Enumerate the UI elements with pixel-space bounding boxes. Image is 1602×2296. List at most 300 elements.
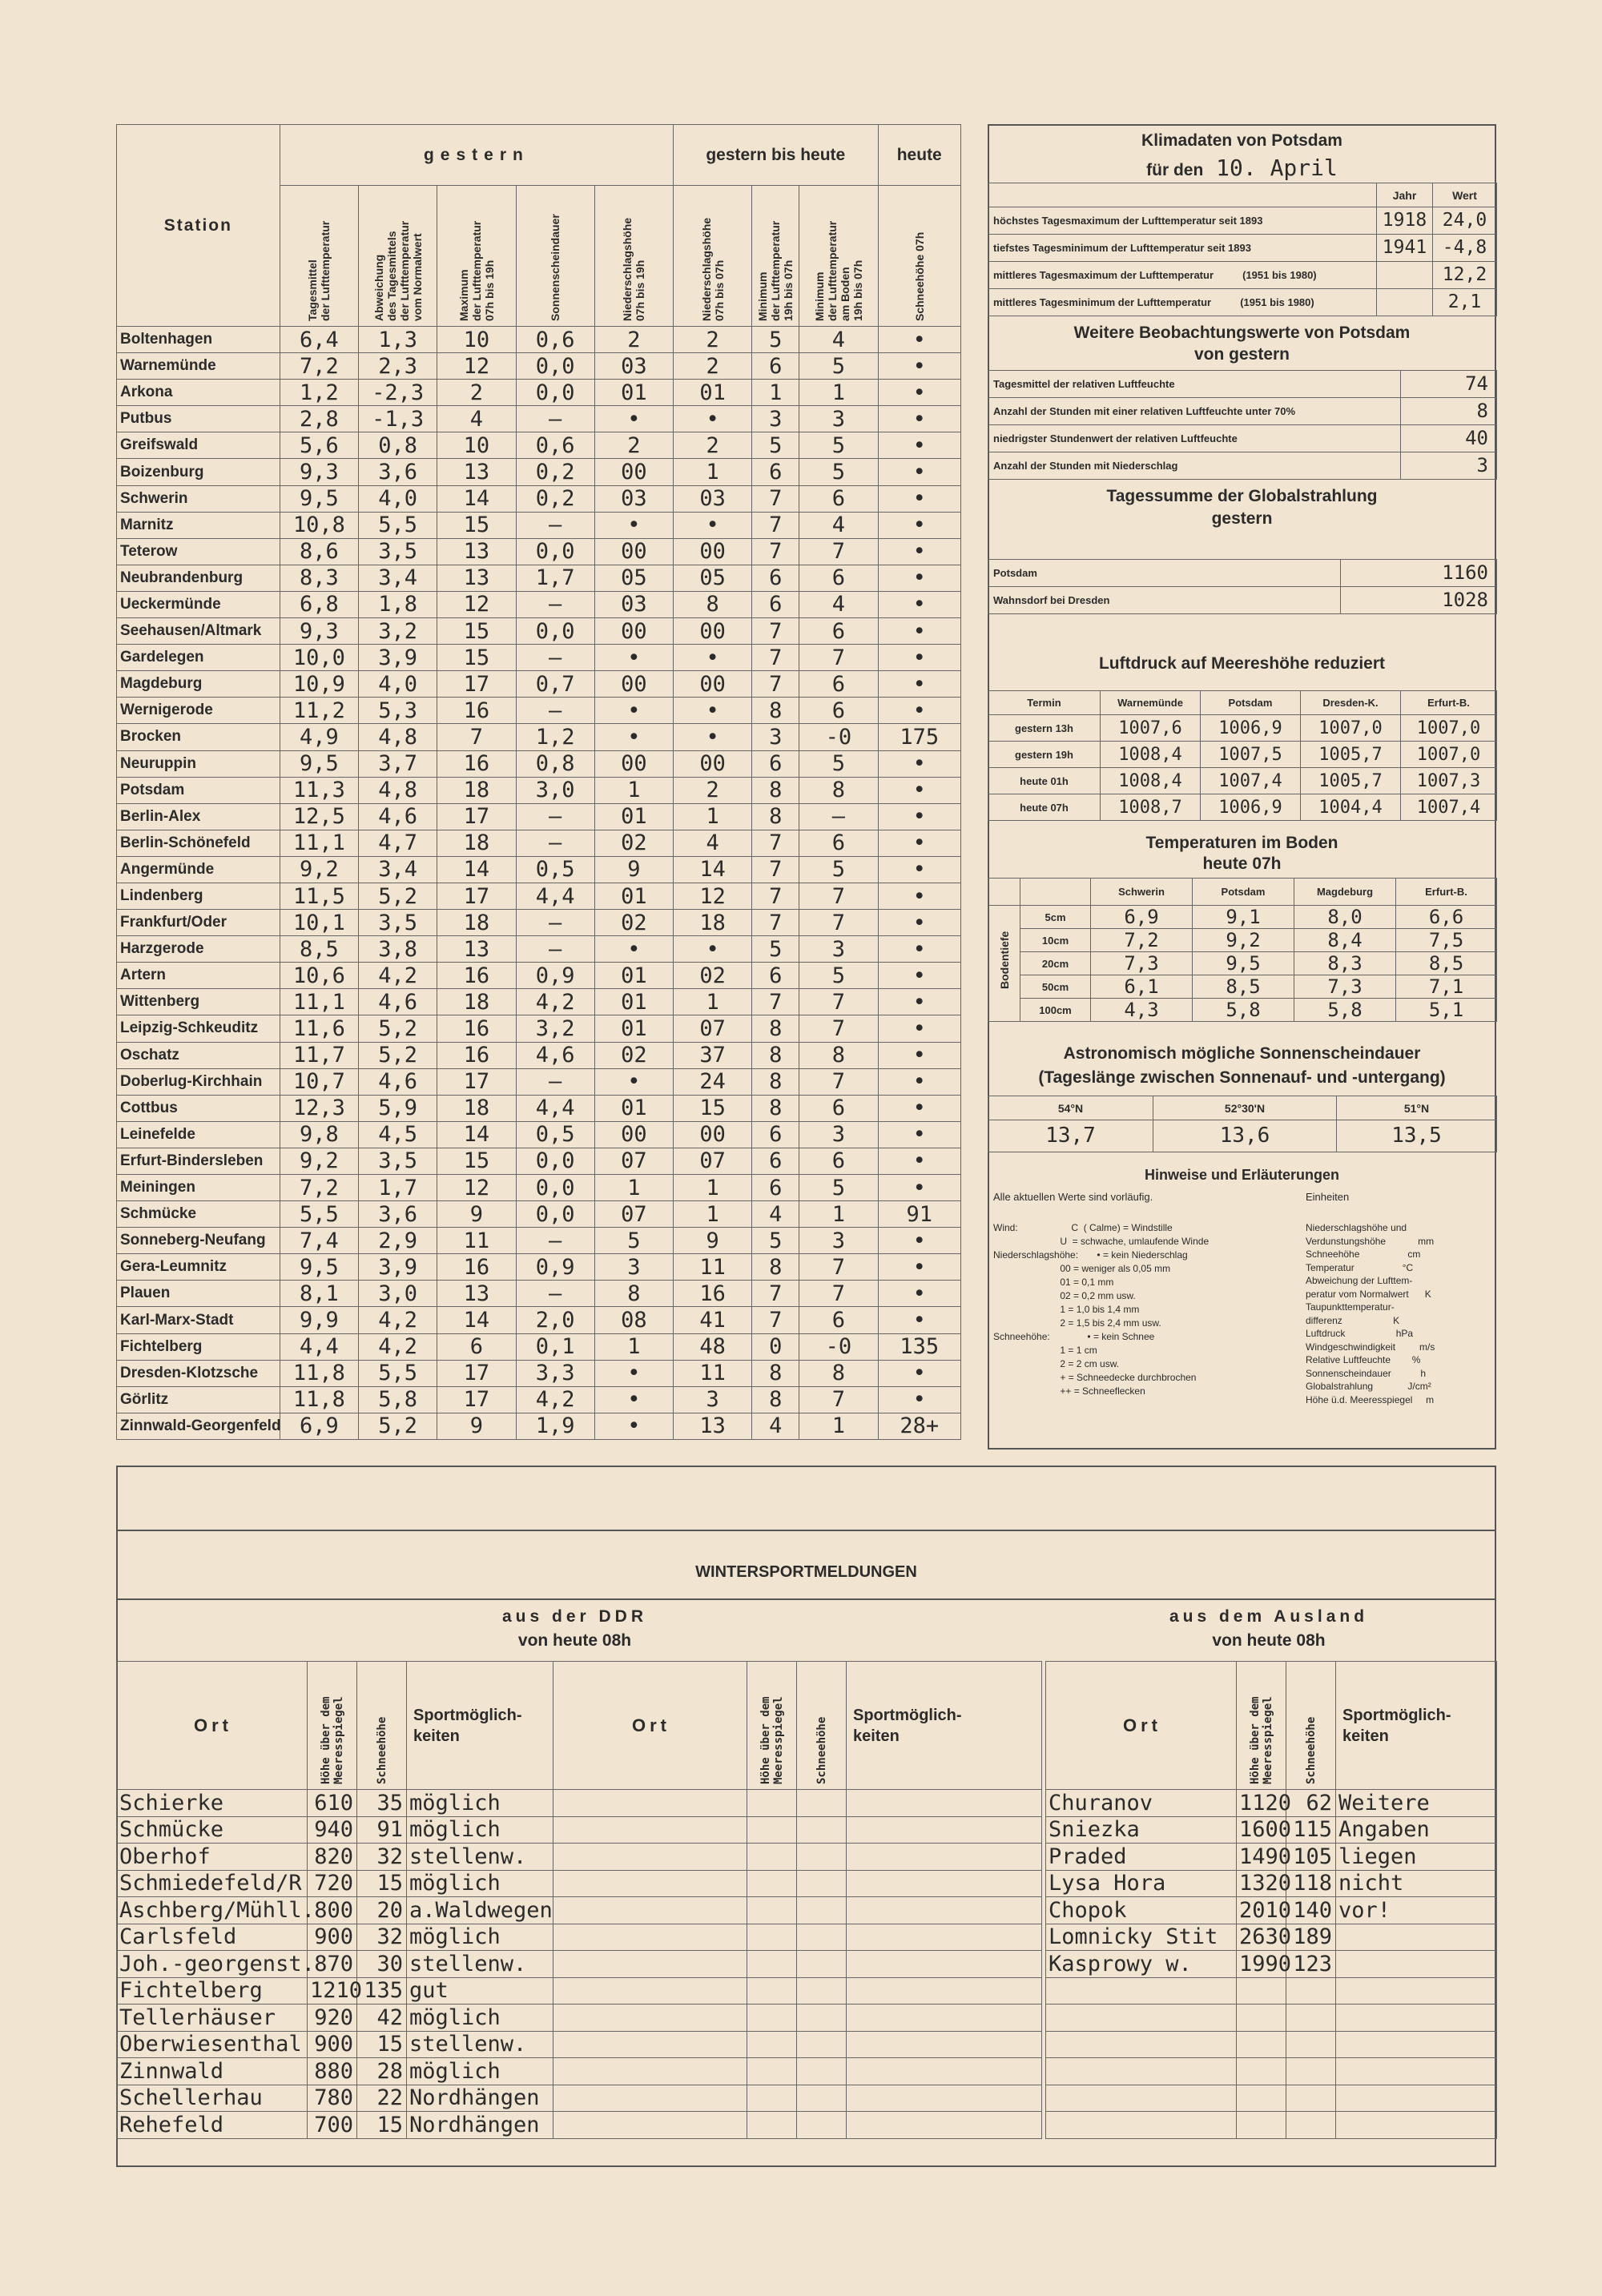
station-value: • [594,1386,673,1413]
ddr-cell: Zinnwald [117,2058,308,2085]
weitere-row [988,425,1497,452]
station-data-table [116,124,961,1440]
station-value: 15 [437,512,516,538]
station-row [117,777,961,803]
station-value: 8 [594,1281,673,1307]
hinweis-line: 02 = 0,2 mm usw. [993,1290,1136,1301]
ddr-empty-cell [847,1951,1042,1978]
station-value: -1,3 [359,406,437,432]
boden-depth: 20cm [1020,952,1091,975]
ddr-row [117,2058,1042,2085]
station-value: 0,0 [516,380,594,406]
station-value: 8 [799,777,878,803]
station-name: Wernigerode [117,698,280,724]
luftdruck-value: 1006,9 [1201,715,1301,742]
station-value: • [674,645,752,671]
station-value: • [878,1360,961,1386]
weitere-row [988,398,1497,425]
station-name: Cottbus [117,1095,280,1121]
station-value: 7 [799,538,878,565]
ddr-cell: 35 [357,1790,407,1817]
station-value: 48 [674,1333,752,1360]
ausland-empty-cell [1336,2031,1497,2058]
ddr-empty-cell [553,1977,747,2004]
boden-value: 7,1 [1396,975,1497,999]
ddr-col-schnee [357,1662,407,1790]
station-value: 17 [437,671,516,698]
station-value: • [878,406,961,432]
luftdruck-header: Potsdam [1201,691,1301,715]
klima-label: mittleres Tagesmaximum der Lufttemperatur (1951 bis 1980) [988,262,1377,289]
station-value: 6 [752,750,799,777]
station-value: 0,8 [516,750,594,777]
col-header-8 [799,186,878,327]
group-gestern-bis-heute: gestern bis heute [674,125,878,186]
station-value: • [878,1068,961,1095]
klima-year [1377,262,1433,289]
station-value: 10,9 [280,671,358,698]
station-value: 7 [799,989,878,1015]
station-value: 3,0 [359,1281,437,1307]
station-value: 7 [752,883,799,909]
global-subtitle: gestern [1211,509,1273,528]
station-value: 7 [752,671,799,698]
weitere-row [988,371,1497,398]
col-header-6 [674,186,752,327]
col-header-3 [437,186,516,327]
weitere-value: 3 [1401,452,1497,480]
station-value: 7 [752,989,799,1015]
ausland-empty-cell [1336,2085,1497,2112]
station-value: 9,5 [280,750,358,777]
station-value: 7,2 [280,353,358,380]
hinweis-line: 2 = 2 cm usw. [993,1358,1120,1369]
station-row [117,1121,961,1148]
station-value: 1,8 [359,591,437,617]
station-row [117,883,961,909]
luftdruck-value: 1007,0 [1401,742,1497,768]
station-value: 10,1 [280,910,358,936]
station-value: 16 [437,1042,516,1068]
ddr-empty-cell [553,1870,747,1897]
station-value: 1 [799,380,878,406]
station-value: – [516,645,594,671]
einheit-line: Windgeschwindigkeit m/s [1306,1341,1435,1353]
ddr-cell: Schmücke [117,1816,308,1844]
station-value: 4,2 [359,963,437,989]
boden-value: 6,6 [1396,906,1497,929]
ddr-cell: Carlsfeld [117,1924,308,1951]
ausland-row [1046,1816,1497,1844]
boden-value: 4,3 [1091,999,1193,1022]
station-value: 6 [752,591,799,617]
boden-value: 8,3 [1294,952,1396,975]
klima-label: tiefstes Tagesminimum der Lufttemperatur seit 1893 [988,235,1377,262]
station-value: 5,6 [280,432,358,459]
hinweis-line: U = schwache, umlaufende Winde [993,1236,1210,1247]
ddr-col-ort: Ort [117,1662,308,1790]
station-value: 6 [799,1307,878,1333]
ddr-empty-cell [553,2031,747,2058]
astro-subtitle: (Tageslänge zwischen Sonnenauf- und -untergang) [1038,1068,1446,1087]
ddr-cell: stellenw. [407,2031,553,2058]
station-name: Brocken [117,724,280,750]
einheit-line: Temperatur °C [1306,1261,1414,1273]
station-value: 0,9 [516,963,594,989]
ddr-empty-cell [797,1844,847,1871]
hinweis-line: Wind: C ( Calme) = Windstille [993,1222,1173,1233]
ausland-empty-cell [1336,2004,1497,2032]
station-value: 10 [437,432,516,459]
ausland-cell: Kasprowy w. [1046,1951,1237,1978]
ddr-cell: Rehefeld [117,2112,308,2139]
station-value: 135 [878,1333,961,1360]
boden-header: Schwerin [1091,879,1193,906]
station-value: 7 [752,618,799,645]
station-value: • [674,724,752,750]
station-value: – [516,406,594,432]
station-value: – [516,698,594,724]
ddr-cell: Schmiedefeld/R [117,1870,308,1897]
ausland-empty-cell [1286,1977,1336,2004]
station-value: 3,4 [359,565,437,591]
station-name: Neuruppin [117,750,280,777]
station-value: • [878,432,961,459]
station-value: • [594,724,673,750]
col-header-5-label: Niederschlagshöhe 07h bis 19h [621,217,647,321]
ausland-empty-cell [1286,2031,1336,2058]
ausland-cell: vor! [1336,1897,1497,1924]
station-value: 6 [799,1148,878,1174]
station-value: 8 [752,803,799,830]
station-value: 7 [799,1281,878,1307]
station-value: 11,1 [280,830,358,856]
station-value: 3,3 [516,1360,594,1386]
station-value: 0,7 [516,671,594,698]
station-value: 2,3 [359,353,437,380]
station-value: • [878,1281,961,1307]
station-value: 01 [594,803,673,830]
ddr-empty-cell [847,1977,1042,2004]
ausland-row [1046,1951,1497,1978]
station-value: 6 [799,1095,878,1121]
station-value: 01 [594,1095,673,1121]
hinweis-line: + = Schneedecke durchbrochen [993,1372,1197,1383]
station-value: 4,6 [359,803,437,830]
klima-row [988,235,1497,262]
ddr-cell: stellenw. [407,1951,553,1978]
ausland-empty-cell [1286,2004,1336,2032]
ausland-empty-cell [1336,1977,1497,2004]
station-value: 6 [752,1121,799,1148]
station-value: 9,3 [280,459,358,485]
station-value: 1 [752,380,799,406]
station-value: 9,3 [280,618,358,645]
station-value: 175 [878,724,961,750]
station-value: 16 [437,1015,516,1042]
station-value: 10,7 [280,1068,358,1095]
station-value: 4,0 [359,671,437,698]
station-value: 15 [437,1148,516,1174]
klima-year: 1941 [1377,235,1433,262]
station-value: • [594,645,673,671]
station-value: 4,8 [359,724,437,750]
station-value: • [674,698,752,724]
ddr-subtitle: von heute 08h [517,1631,632,1650]
ddr-empty-cell [847,2031,1042,2058]
station-value: 3,8 [359,936,437,963]
global-label: Potsdam [988,560,1341,587]
station-row [117,1068,961,1095]
ausland-col-schnee-label: Schneehöhe [1304,1716,1318,1784]
station-value: 16 [437,963,516,989]
ddr-empty-cell [747,1816,797,1844]
station-value: 4 [674,830,752,856]
ausland-cell: Sniezka [1046,1816,1237,1844]
weitere-label: Anzahl der Stunden mit einer relativen Luftfeuchte unter 70% [988,398,1401,425]
ddr-empty-cell [847,1816,1042,1844]
station-value: 18 [437,910,516,936]
luftdruck-value: 1007,5 [1201,742,1301,768]
wintersport-ausland-table [1045,1661,1497,2139]
ddr-cell: Nordhängen [407,2085,553,2112]
station-value: 7 [752,485,799,512]
station-value: 0,0 [516,353,594,380]
station-value: 9,9 [280,1307,358,1333]
station-value: 11 [674,1360,752,1386]
astro-table [988,1096,1497,1152]
ddr-empty-cell [747,1924,797,1951]
station-value: 14 [674,856,752,883]
station-value: 6 [799,565,878,591]
luftdruck-row [988,742,1497,768]
station-name: Schmücke [117,1201,280,1228]
ddr-cell: 1210 [308,1977,357,2004]
station-value: 0,5 [516,856,594,883]
station-value: 4,4 [280,1333,358,1360]
astro-value: 13,5 [1337,1120,1497,1152]
boden-value: 5,1 [1396,999,1497,1022]
luftdruck-header: Erfurt-B. [1401,691,1497,715]
weitere-value: 8 [1401,398,1497,425]
station-value: • [878,1307,961,1333]
ausland-col-sport: Sportmöglich- keiten [1336,1662,1497,1790]
hinweis-line: 1 = 1 cm [993,1345,1097,1356]
luftdruck-value: 1004,4 [1301,794,1401,821]
hinweis-line: 2 = 1,5 bis 2,4 mm usw. [993,1317,1161,1329]
station-value: 0 [752,1333,799,1360]
ausland-cell: Lomnicky Stit [1046,1924,1237,1951]
station-value: 5,5 [280,1201,358,1228]
ddr-cell: 610 [308,1790,357,1817]
station-value: 1 [674,989,752,1015]
station-name: Wittenberg [117,989,280,1015]
station-value: • [594,1360,673,1386]
luftdruck-row [988,715,1497,742]
luftdruck-header: Termin [988,691,1101,715]
ddr-col-hoehe [308,1662,357,1790]
station-value: 3,9 [359,1254,437,1281]
ddr-empty-cell [797,1924,847,1951]
station-value: 03 [594,485,673,512]
station-value: 5 [799,459,878,485]
boden-value: 7,2 [1091,929,1193,952]
station-value: 07 [674,1148,752,1174]
einheit-line: Luftdruck hPa [1306,1328,1414,1339]
station-value: 2 [594,327,673,353]
station-row [117,803,961,830]
luftdruck-termin: gestern 19h [988,742,1101,768]
station-value: 03 [674,485,752,512]
ausland-col-schnee [1286,1662,1336,1790]
hinweis-line: 1 = 1,0 bis 1,4 mm [993,1304,1140,1315]
luftdruck-value: 1005,7 [1301,768,1401,794]
ddr-cell: 15 [357,2031,407,2058]
station-name: Arkona [117,380,280,406]
station-value: 8 [752,1015,799,1042]
luftdruck-value: 1007,0 [1401,715,1497,742]
station-value: 3 [799,1228,878,1254]
station-value: 4,6 [516,1042,594,1068]
station-value: 8,3 [280,565,358,591]
station-value: 6,4 [280,327,358,353]
luftdruck-value: 1008,7 [1101,794,1201,821]
ausland-empty-cell [1046,2031,1237,2058]
boden-title: Temperaturen im Boden [1145,834,1338,852]
station-value: • [878,645,961,671]
ddr-cell: Fichtelberg [117,1977,308,2004]
global-title: Tagessumme der Globalstrahlung [1106,487,1378,505]
col-header-2 [359,186,437,327]
einheit-line: Sonnenscheindauer h [1306,1367,1427,1379]
station-value: • [878,1042,961,1068]
station-value: • [878,910,961,936]
station-value: 01 [594,380,673,406]
ddr-empty-cell [553,1951,747,1978]
ddr-empty-cell [797,2058,847,2085]
station-value: • [674,406,752,432]
station-value: 13 [437,538,516,565]
col-header-4-label: Sonnenscheindauer [549,214,562,321]
station-value: 5,5 [359,1360,437,1386]
ausland-col-ort: Ort [1046,1662,1237,1790]
boden-header: Magdeburg [1294,879,1396,906]
einheit-line: Abweichung der Lufttem- [1306,1275,1413,1286]
einheit-line: differenz K [1306,1314,1400,1326]
col-header-1-label: Tagesmittel der Lufttemperatur [306,220,332,321]
station-value: 3,0 [516,777,594,803]
station-row [117,645,961,671]
col-header-4 [516,186,594,327]
station-value: 3 [752,724,799,750]
ddr-empty-cell [553,1924,747,1951]
station-name: Sonneberg-Neufang [117,1228,280,1254]
global-value: 1160 [1341,560,1497,587]
ddr-empty-cell [847,1790,1042,1817]
station-value: – [799,803,878,830]
station-value: 2,9 [359,1228,437,1254]
ddr-cell: 880 [308,2058,357,2085]
einheit-line: peratur vom Normalwert K [1306,1288,1431,1300]
ddr-empty-cell [553,1816,747,1844]
ausland-cell: 118 [1286,1870,1336,1897]
station-value: 00 [674,618,752,645]
station-value: 17 [437,803,516,830]
station-value: 00 [594,618,673,645]
ausland-row [1046,2058,1497,2085]
luftdruck-termin: gestern 13h [988,715,1101,742]
station-value: • [878,1015,961,1042]
station-row [117,671,961,698]
station-value: • [878,618,961,645]
boden-value: 8,4 [1294,929,1396,952]
boden-value: 7,3 [1091,952,1193,975]
station-value: 7 [799,1386,878,1413]
station-row [117,538,961,565]
ddr-empty-cell [847,2085,1042,2112]
station-row [117,1386,961,1413]
station-value: 3,2 [516,1015,594,1042]
ddr-row [117,1870,1042,1897]
klima-value: 2,1 [1433,289,1497,316]
group-heute: heute [878,125,961,186]
station-value: 6 [752,353,799,380]
station-name: Berlin-Alex [117,803,280,830]
ausland-empty-cell [1336,2112,1497,2139]
station-name: Gardelegen [117,645,280,671]
boden-depth: 10cm [1020,929,1091,952]
boden-value: 8,0 [1294,906,1396,929]
station-value: 6 [752,1175,799,1201]
station-value: 6,9 [280,1413,358,1439]
station-value: – [516,1228,594,1254]
ausland-title: aus dem Ausland [1169,1607,1369,1626]
station-value: 0,0 [516,618,594,645]
ausland-empty-cell [1046,2004,1237,2032]
station-value: 8 [799,1042,878,1068]
station-name: Artern [117,963,280,989]
ausland-cell: liegen [1336,1844,1497,1871]
ddr-cell: 920 [308,2004,357,2032]
station-value: 37 [674,1042,752,1068]
col-header-6-label: Niederschlagshöhe 07h bis 07h [699,217,726,321]
station-value: 11,8 [280,1386,358,1413]
station-value: 2 [437,380,516,406]
global-label: Wahnsdorf bei Dresden [988,587,1341,614]
klimadaten-table [988,183,1497,316]
ddr-empty-cell [797,1977,847,2004]
station-value: 3,9 [359,645,437,671]
station-value: 5 [799,750,878,777]
ddr-cell: möglich [407,2004,553,2032]
station-value: 8 [752,1095,799,1121]
station-name: Fichtelberg [117,1333,280,1360]
station-value: 11 [674,1254,752,1281]
station-value: • [878,565,961,591]
col-header-5 [594,186,673,327]
station-value: 6 [799,671,878,698]
station-value: 03 [594,353,673,380]
einheit-line: Höhe ü.d. Meeresspiegel m [1306,1393,1435,1405]
klimadaten-date: 10. April [1216,155,1338,181]
ausland-empty-cell [1237,2085,1286,2112]
klima-value: -4,8 [1433,235,1497,262]
station-value: 5,2 [359,1042,437,1068]
boden-row [988,952,1497,975]
station-value: 15 [437,645,516,671]
station-value: 8 [752,1068,799,1095]
station-value: 4,6 [359,989,437,1015]
